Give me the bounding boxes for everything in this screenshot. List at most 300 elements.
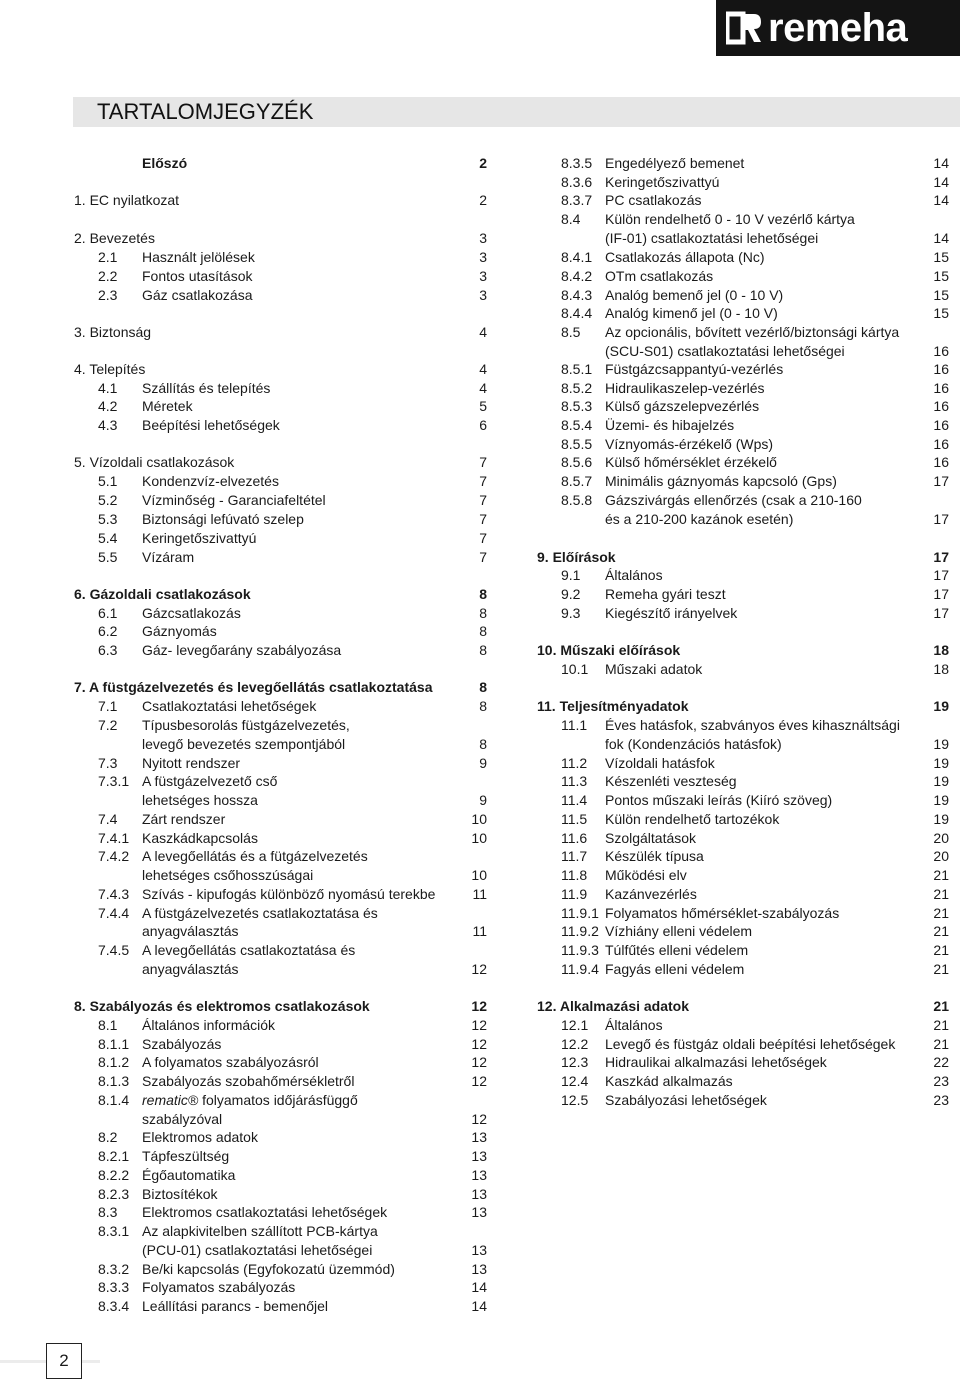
- toc-entry: [537, 754, 949, 773]
- toc-entry-label: Elektromos csatlakoztatási lehetőségek: [142, 1204, 388, 1220]
- toc-entry-label: Folyamatos szabályozás: [142, 1279, 296, 1295]
- toc-entry-number: 11.8: [561, 867, 588, 883]
- toc-entry-label: Külön rendelhető tartozékok: [605, 811, 780, 827]
- toc-entry-page: 3: [479, 249, 487, 265]
- toc-entry-label: OTm csatlakozás: [605, 268, 714, 284]
- toc-entry: [74, 1297, 487, 1316]
- toc-entry: [537, 229, 949, 248]
- toc-entry-label: Általános: [605, 1017, 663, 1033]
- toc-entry-label: 8. Szabályozás és elektromos csatlakozások: [74, 998, 370, 1014]
- toc-entry-number: 5.4: [98, 530, 118, 546]
- toc-entry: [537, 453, 949, 472]
- toc-entry-number: 8.5.6: [561, 454, 593, 470]
- toc-entry-page: 4: [479, 361, 487, 377]
- toc-entry-label: 1. EC nyilatkozat: [74, 192, 180, 208]
- toc-entry-label: 11. Teljesítményadatok: [537, 698, 689, 714]
- toc-entry-label: Külső gázszelepvezérlés: [605, 398, 760, 414]
- toc-entry: [537, 810, 949, 829]
- toc-entry-label: 12. Alkalmazási adatok: [537, 998, 690, 1014]
- toc-entry-label: Készülék típusa: [605, 848, 704, 864]
- toc-entry-page: 9: [479, 792, 487, 808]
- toc-entry-label: Hidraulikaszelep-vezérlés: [605, 380, 765, 396]
- toc-entry-page: 12: [471, 1036, 487, 1052]
- toc-entry-page: 13: [471, 1261, 487, 1277]
- toc-entry: [74, 1053, 487, 1072]
- toc-entry-page: 12: [471, 1111, 487, 1127]
- toc-entry-label: (IF-01) csatlakoztatási lehetőségei: [605, 230, 819, 246]
- toc-entry-label: Kaszkád alkalmazás: [605, 1073, 733, 1089]
- toc-entry-label: Túlfűtés elleni védelem: [605, 942, 749, 958]
- toc-entry: [537, 772, 949, 791]
- toc-entry-page: 14: [471, 1279, 487, 1295]
- toc-entry-number: 5.1: [98, 473, 118, 489]
- toc-entry-label: Kondenzvíz-elvezetés: [142, 473, 279, 489]
- toc-entry: [74, 397, 487, 416]
- toc-entry: [537, 360, 949, 379]
- toc-entry-page: 17: [933, 567, 949, 583]
- toc-entry: [74, 229, 487, 248]
- toc-entry-number: 2.3: [98, 287, 118, 303]
- toc-entry-label: lehetséges csőhosszúságai: [142, 867, 314, 883]
- toc-entry-number: 8.4.4: [561, 305, 593, 321]
- toc-entry-number: 7.2: [98, 717, 118, 733]
- toc-entry-number: 8.5.8: [561, 492, 593, 508]
- toc-entry: [74, 641, 487, 660]
- toc-entry: [537, 941, 949, 960]
- toc-entry: [74, 267, 487, 286]
- toc-entry-label: Csatlakozás állapota (Nc): [605, 249, 765, 265]
- toc-entry-page: 19: [933, 736, 949, 752]
- toc-entry-number: 4.3: [98, 417, 118, 433]
- toc-entry-page: 8: [479, 698, 487, 714]
- toc-entry: [74, 622, 487, 641]
- toc-entry-number: 7.3.1: [98, 773, 130, 789]
- toc-entry-label: Nyitott rendszer: [142, 755, 241, 771]
- toc-entry-label: Gáznyomás: [142, 623, 217, 639]
- toc-entry-number: 8.1.4: [98, 1092, 130, 1108]
- toc-entry-page: 21: [933, 867, 949, 883]
- toc-entry-page: 10: [471, 830, 487, 846]
- toc-entry-page: 7: [479, 549, 487, 565]
- toc-entry-number: 7.4: [98, 811, 118, 827]
- toc-entry-label: Pontos műszaki leírás (Kiíró szöveg): [605, 792, 833, 808]
- toc-entry-page: 19: [933, 811, 949, 827]
- toc-entry-page: 22: [933, 1054, 949, 1070]
- toc-entry-number: 7.4.4: [98, 905, 130, 921]
- toc-entry-page: 12: [471, 1017, 487, 1033]
- toc-entry-number: 5.2: [98, 492, 118, 508]
- toc-entry: [537, 997, 949, 1016]
- toc-entry: [537, 735, 949, 754]
- toc-entry-page: 4: [479, 380, 487, 396]
- toc-entry-label: 5. Vízoldali csatlakozások: [74, 454, 235, 470]
- toc-entry-page: 13: [471, 1186, 487, 1202]
- toc-entry: [74, 941, 487, 960]
- toc-entry-label: (SCU-S01) csatlakoztatási lehetőségei: [605, 343, 845, 359]
- toc-entry-label: Kazánvezérlés: [605, 886, 697, 902]
- toc-entry-number: 8.5.3: [561, 398, 593, 414]
- toc-entry: [537, 379, 949, 398]
- toc-entry-number: 11.6: [561, 830, 588, 846]
- toc-entry-number: 8.4: [561, 211, 581, 227]
- toc-entry: [74, 1091, 487, 1110]
- toc-entry-number: 5.5: [98, 549, 118, 565]
- toc-entry-number: 11.9.1: [561, 905, 599, 921]
- toc-entry-page: 2: [479, 155, 487, 171]
- toc-entry-label: Minimális gáznyomás kapcsoló (Gps): [605, 473, 837, 489]
- toc-entry-number: 6.2: [98, 623, 118, 639]
- toc-entry-page: 7: [479, 492, 487, 508]
- toc-entry-page: 16: [933, 454, 949, 470]
- toc-entry-label: Levegő és füstgáz oldali beépítési lehetőségek: [605, 1036, 896, 1052]
- toc-entry-page: 2: [479, 192, 487, 208]
- toc-entry-page: 14: [933, 174, 949, 190]
- toc-entry-label: Általános: [605, 567, 663, 583]
- toc-entry-page: 15: [933, 305, 949, 321]
- toc-entry-page: 8: [479, 679, 487, 695]
- toc-entry-page: 21: [933, 923, 949, 939]
- toc-entry-label: Fontos utasítások: [142, 268, 253, 284]
- toc-entry-label: Folyamatos hőmérséklet-szabályozás: [605, 905, 840, 921]
- toc-entry-label: (PCU-01) csatlakoztatási lehetőségei: [142, 1242, 373, 1258]
- toc-entry-page: 17: [933, 605, 949, 621]
- toc-entry-label: Kaszkádkapcsolás: [142, 830, 258, 846]
- toc-entry-label: anyagválasztás: [142, 961, 239, 977]
- toc-entry-number: 7.4.1: [98, 830, 130, 846]
- toc-entry: [74, 1260, 487, 1279]
- toc-entry: [74, 548, 487, 567]
- toc-entry: [74, 154, 487, 173]
- toc-entry: [537, 697, 949, 716]
- toc-entry-page: 13: [471, 1148, 487, 1164]
- toc-entry-label: Analóg bemenő jel (0 - 10 V): [605, 287, 784, 303]
- toc-entry-page: 7: [479, 530, 487, 546]
- toc-entry-number: 11.4: [561, 792, 588, 808]
- toc-entry-label: Tápfeszültség: [142, 1148, 230, 1164]
- toc-entry: [74, 829, 487, 848]
- toc-entry: [74, 453, 487, 472]
- toc-entry: [537, 660, 949, 679]
- toc-entry-page: 20: [933, 830, 949, 846]
- toc-entry: [537, 566, 949, 585]
- toc-entry-page: 9: [479, 755, 487, 771]
- toc-entry-number: 7.1: [98, 698, 118, 714]
- toc-entry-number: 8.5.4: [561, 417, 593, 433]
- toc-entry-number: 7.3: [98, 755, 118, 771]
- toc-entry-page: 19: [933, 755, 949, 771]
- toc-entry: [537, 641, 949, 660]
- toc-entry: [74, 904, 487, 923]
- toc-entry-page: 18: [933, 661, 949, 677]
- toc-entry-number: 2.2: [98, 268, 118, 284]
- toc-entry: [74, 791, 487, 810]
- toc-entry-page: 13: [471, 1129, 487, 1145]
- toc-entry-page: 21: [933, 1036, 949, 1052]
- toc-entry-number: 8.1.1: [98, 1036, 130, 1052]
- toc-entry: [74, 472, 487, 491]
- toc-entry-page: 19: [933, 792, 949, 808]
- toc-entry-label: Vízhiány elleni védelem: [605, 923, 753, 939]
- toc-entry-number: 11.2: [561, 755, 588, 771]
- toc-entry-label: Típusbesorolás füstgázelvezetés,: [142, 717, 350, 733]
- toc-entry: [537, 1053, 949, 1072]
- toc-entry-number: 8.2.2: [98, 1167, 130, 1183]
- toc-entry-label: Hidraulikai alkalmazási lehetőségek: [605, 1054, 827, 1070]
- toc-entry-number: 8.3.7: [561, 192, 593, 208]
- toc-entry-page: 13: [471, 1204, 487, 1220]
- toc-entry-number: 8.1.2: [98, 1054, 130, 1070]
- toc-entry-number: 8.4.1: [561, 249, 593, 265]
- toc-entry-page: 5: [479, 398, 487, 414]
- toc-entry-label: 7. A füstgázelvezetés és levegőellátás csatlakoztatása: [74, 679, 433, 695]
- toc-entry-number: 9.2: [561, 586, 581, 602]
- toc-entry: [537, 791, 949, 810]
- toc-entry: [537, 866, 949, 885]
- toc-entry-label: Az opcionális, bővített vezérlő/biztonsági kártya: [605, 324, 900, 340]
- toc-entry-label: Keringetőszivattyú: [142, 530, 257, 546]
- toc-entry-number: 8.2.3: [98, 1186, 130, 1202]
- toc-entry-page: 3: [479, 287, 487, 303]
- toc-entry-page: 23: [933, 1092, 949, 1108]
- page-number: 2: [46, 1343, 82, 1379]
- toc-entry-number: 8.1: [98, 1017, 118, 1033]
- toc-entry: [74, 510, 487, 529]
- toc-entry-number: 6.1: [98, 605, 118, 621]
- toc-entry-number: 8.5.2: [561, 380, 593, 396]
- toc-entry: [537, 585, 949, 604]
- toc-entry: [74, 997, 487, 1016]
- toc-entry-number: 8.5: [561, 324, 581, 340]
- toc-entry: [74, 754, 487, 773]
- toc-entry-label: Víznyomás-érzékelő (Wps): [605, 436, 774, 452]
- toc-entry-label: A levegőellátás csatlakoztatása és: [142, 942, 356, 958]
- toc-entry: [537, 922, 949, 941]
- toc-entry: [74, 735, 487, 754]
- toc-entry-number: 11.9.4: [561, 961, 599, 977]
- toc-entry: [74, 360, 487, 379]
- toc-entry-label: Általános információk: [142, 1017, 276, 1033]
- brand-name: remeha: [768, 6, 908, 50]
- toc-entry-page: 7: [479, 454, 487, 470]
- toc-entry: [537, 960, 949, 979]
- toc-entry-label: Remeha gyári teszt: [605, 586, 726, 602]
- toc-entry: [74, 191, 487, 210]
- toc-entry-label: Analóg kimenő jel (0 - 10 V): [605, 305, 778, 321]
- remeha-logo-icon: [726, 10, 762, 46]
- toc-entry: [74, 1278, 487, 1297]
- toc-entry-label: Vízminőség - Garanciafeltétel: [142, 492, 326, 508]
- toc-entry-label: Beépítési lehetőségek: [142, 417, 280, 433]
- toc-entry-page: 15: [933, 268, 949, 284]
- toc-entry-page: 12: [471, 1054, 487, 1070]
- toc-entry: [74, 286, 487, 305]
- toc-entry-page: 13: [471, 1242, 487, 1258]
- toc-entry-page: 16: [933, 398, 949, 414]
- toc-entry-label: 6. Gázoldali csatlakozások: [74, 586, 251, 602]
- toc-entry-label: Külön rendelhető 0 - 10 V vezérlő kártya: [605, 211, 855, 227]
- toc-entry-label: Szabályozás: [142, 1036, 222, 1052]
- toc-entry-page: 20: [933, 848, 949, 864]
- toc-entry: [74, 1016, 487, 1035]
- toc-entry-page: 14: [933, 155, 949, 171]
- toc-entry-page: 21: [933, 1017, 949, 1033]
- toc-entry: [74, 604, 487, 623]
- toc-entry-page: 16: [933, 380, 949, 396]
- toc-entry: [537, 323, 949, 342]
- toc-entry-page: 6: [479, 417, 487, 433]
- toc-entry-label: Zárt rendszer: [142, 811, 226, 827]
- toc-entry-label: Füstgázcsappantyú-vezérlés: [605, 361, 784, 377]
- toc-entry: [537, 472, 949, 491]
- toc-entry: [537, 904, 949, 923]
- toc-entry: [537, 304, 949, 323]
- toc-entry-page: 8: [479, 623, 487, 639]
- toc-entry-page: 17: [933, 511, 949, 527]
- toc-entry-number: 11.3: [561, 773, 588, 789]
- toc-entry-number: 4.2: [98, 398, 118, 414]
- toc-entry: [74, 866, 487, 885]
- toc-entry-page: 16: [933, 361, 949, 377]
- toc-entry-number: 12.3: [561, 1054, 589, 1070]
- toc-entry-number: 8.5.7: [561, 473, 593, 489]
- toc-entry-page: 12: [471, 998, 487, 1014]
- toc-entry-label: lehetséges hossza: [142, 792, 258, 808]
- toc-entry-label: Biztonsági lefúvató szelep: [142, 511, 304, 527]
- toc-entry-page: 21: [933, 961, 949, 977]
- toc-entry-page: 10: [471, 811, 487, 827]
- toc-entry-page: 13: [471, 1167, 487, 1183]
- toc-entry-page: 16: [933, 417, 949, 433]
- toc-entry: [537, 1072, 949, 1091]
- toc-entry: [537, 154, 949, 173]
- toc-entry-number: 8.3.1: [98, 1223, 130, 1239]
- toc-entry-label: szabályzóval: [142, 1111, 223, 1127]
- toc-entry-page: 7: [479, 473, 487, 489]
- toc-entry: [74, 716, 487, 735]
- toc-entry-label: Használt jelölések: [142, 249, 255, 265]
- toc-entry-label-text: folyamatos időjárásfüggő: [202, 1092, 358, 1108]
- toc-entry: [74, 1241, 487, 1260]
- toc-entry-page: 14: [933, 192, 949, 208]
- toc-entry: [537, 491, 949, 510]
- toc-entry-number: 11.9: [561, 886, 588, 902]
- toc-entry-number: 8.3.5: [561, 155, 593, 171]
- toc-entry-page: 12: [471, 1073, 487, 1089]
- toc-entry-number: 7.4.3: [98, 886, 130, 902]
- toc-entry-label: PC csatlakozás: [605, 192, 702, 208]
- toc-entry-page: 8: [479, 642, 487, 658]
- toc-entry-number: 11.5: [561, 811, 588, 827]
- toc-entry: [537, 716, 949, 735]
- toc-entry-label: Kiegészítő irányelvek: [605, 605, 738, 621]
- toc-entry: [537, 248, 949, 267]
- toc-entry: [537, 510, 949, 529]
- toc-entry-number: 2.1: [98, 249, 118, 265]
- toc-entry-label: fok (Kondenzációs hatásfok): [605, 736, 782, 752]
- toc-entry: [74, 772, 487, 791]
- toc-entry-label: Fagyás elleni védelem: [605, 961, 745, 977]
- toc-entry-number: 8.3.3: [98, 1279, 130, 1295]
- toc-entry-number: 10.1: [561, 661, 589, 677]
- toc-entry-page: 23: [933, 1073, 949, 1089]
- toc-entry-page: 7: [479, 511, 487, 527]
- toc-entry: [537, 191, 949, 210]
- toc-entry-number: 8.4.2: [561, 268, 593, 284]
- toc-entry-label: Égőautomatika: [142, 1167, 236, 1183]
- toc-entry: [74, 1110, 487, 1129]
- toc-entry-page: 14: [471, 1298, 487, 1314]
- toc-entry-number: 11.1: [561, 717, 588, 733]
- toc-entry-label: Csatlakoztatási lehetőségek: [142, 698, 317, 714]
- toc-entry-label: 10. Műszaki előírások: [537, 642, 681, 658]
- toc-entry-page: 8: [479, 605, 487, 621]
- toc-entry-label: Szolgáltatások: [605, 830, 697, 846]
- toc-entry-page: 17: [933, 473, 949, 489]
- toc-entry-label: Külső hőmérséklet érzékelő: [605, 454, 777, 470]
- toc-entry-number: 12.5: [561, 1092, 589, 1108]
- toc-entry: [74, 379, 487, 398]
- toc-entry-label: A füstgázelvezető cső: [142, 773, 278, 789]
- toc-entry-label: [142, 1091, 358, 1110]
- toc-entry: [74, 323, 487, 342]
- brand-logo: [716, 0, 960, 56]
- toc-entry-label: 2. Bevezetés: [74, 230, 155, 246]
- toc-entry: [74, 1185, 487, 1204]
- toc-entry: [74, 1035, 487, 1054]
- toc-entry-number: 9.1: [561, 567, 581, 583]
- toc-entry-number: 5.3: [98, 511, 118, 527]
- toc-entry-page: 15: [933, 249, 949, 265]
- toc-entry: [537, 1091, 949, 1110]
- toc-entry-page: 11: [472, 886, 487, 902]
- toc-entry-label: Gáz csatlakozása: [142, 287, 253, 303]
- toc-entry-page: 3: [479, 230, 487, 246]
- toc-entry-label: A füstgázelvezetés csatlakoztatása és: [142, 905, 378, 921]
- toc-entry-label: Gázszivárgás ellenőrzés (csak a 210-160: [605, 492, 862, 508]
- toc-entry: [74, 810, 487, 829]
- toc-entry-label: levegő bevezetés szempontjából: [142, 736, 346, 752]
- toc-entry-label: Gáz- levegőarány szabályozása: [142, 642, 342, 658]
- toc-entry-label: Gázcsatlakozás: [142, 605, 241, 621]
- toc-entry-number: 8.2: [98, 1129, 118, 1145]
- toc-entry: [74, 960, 487, 979]
- toc-entry-label: Vízáram: [142, 549, 195, 565]
- toc-entry: [74, 248, 487, 267]
- toc-entry-label: Engedélyező bemenet: [605, 155, 745, 171]
- toc-entry: [74, 1166, 487, 1185]
- toc-entry-label: anyagválasztás: [142, 923, 239, 939]
- toc-entry-number: 8.1.3: [98, 1073, 130, 1089]
- toc-entry-page: 18: [933, 642, 949, 658]
- toc-entry: [74, 697, 487, 716]
- toc-entry: [74, 491, 487, 510]
- toc-entry-number: 6.3: [98, 642, 118, 658]
- toc-entry-number: 11.9.3: [561, 942, 599, 958]
- toc-entry-label: és a 210-200 kazánok esetén): [605, 511, 794, 527]
- toc-entry-page: 14: [933, 230, 949, 246]
- toc-entry-page: 16: [933, 343, 949, 359]
- toc-entry: [74, 1128, 487, 1147]
- toc-entry: [537, 885, 949, 904]
- toc-entry-page: 11: [472, 923, 487, 939]
- toc-entry-label: Az alapkivitelben szállított PCB-kártya: [142, 1223, 378, 1239]
- toc-entry-page: 3: [479, 268, 487, 284]
- toc-entry: [537, 342, 949, 361]
- toc-entry-page: 4: [479, 324, 487, 340]
- toc-entry: [74, 885, 487, 904]
- toc-entry-page: 21: [933, 998, 949, 1014]
- toc-entry-italic-prefix: rematic®: [142, 1092, 199, 1108]
